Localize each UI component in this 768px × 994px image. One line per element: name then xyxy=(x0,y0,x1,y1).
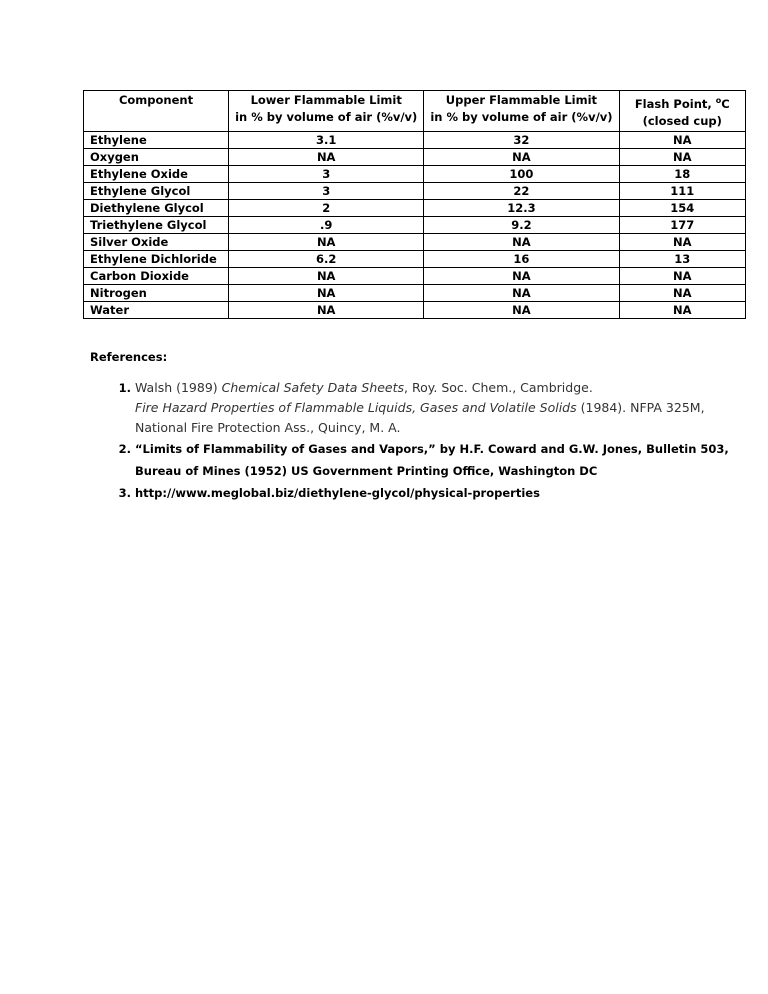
flash-point-cell: NA xyxy=(619,268,745,285)
lower-limit-cell: NA xyxy=(229,268,424,285)
lower-limit-cell: NA xyxy=(229,285,424,302)
header-upper-limit xyxy=(424,91,619,132)
lower-limit-cell: 3 xyxy=(229,183,424,200)
upper-limit-cell: NA xyxy=(424,149,619,166)
upper-limit-cell: 12.3 xyxy=(424,200,619,217)
table-row xyxy=(84,132,746,149)
upper-limit-cell: 22 xyxy=(424,183,619,200)
header-flash-line2: (closed cup) xyxy=(642,114,722,128)
ref1-italic-b: Fire Hazard Properties of Flammable Liquids, Gases and Volatile Solids xyxy=(135,400,577,415)
component-cell: Carbon Dioxide xyxy=(84,268,229,285)
upper-limit-cell: 32 xyxy=(424,132,619,149)
upper-limit-cell: NA xyxy=(424,302,619,319)
header-flash-text: Flash Point, xyxy=(634,97,716,111)
header-upper-line1: Upper Flammable Limit xyxy=(445,93,598,107)
component-cell: Nitrogen xyxy=(84,285,229,302)
component-cell: Water xyxy=(84,302,229,319)
ref1-part-b: , Roy. Soc. Chem., Cambridge. xyxy=(404,380,593,395)
component-cell: Ethylene xyxy=(84,132,229,149)
component-cell: Ethylene Dichloride xyxy=(84,251,229,268)
lower-limit-cell: NA xyxy=(229,234,424,251)
table-row xyxy=(84,166,746,183)
table-row xyxy=(84,217,746,234)
flash-point-cell: 18 xyxy=(619,166,745,183)
upper-limit-cell: 9.2 xyxy=(424,217,619,234)
flash-point-cell: NA xyxy=(619,132,745,149)
component-cell: Diethylene Glycol xyxy=(84,200,229,217)
table-header-row xyxy=(84,91,746,132)
reference-item-1 xyxy=(135,378,755,438)
reference-item-3: 3. http://www.meglobal.biz/diethylene-glycol/physical-properties xyxy=(135,482,755,504)
flash-point-cell: 13 xyxy=(619,251,745,268)
flash-point-cell: NA xyxy=(619,285,745,302)
component-cell: Ethylene Oxide xyxy=(84,166,229,183)
flash-point-cell: NA xyxy=(619,149,745,166)
component-cell: Ethylene Glycol xyxy=(84,183,229,200)
table-body xyxy=(84,132,746,319)
header-flash-point xyxy=(619,91,745,132)
lower-limit-cell: 3.1 xyxy=(229,132,424,149)
table-row xyxy=(84,234,746,251)
upper-limit-cell: NA xyxy=(424,285,619,302)
header-lower-limit xyxy=(229,91,424,132)
flash-point-cell: 177 xyxy=(619,217,745,234)
table-row xyxy=(84,302,746,319)
ref1-italic-a: Chemical Safety Data Sheets xyxy=(221,380,405,395)
upper-limit-cell: 16 xyxy=(424,251,619,268)
flammability-table xyxy=(83,90,746,319)
lower-limit-cell: NA xyxy=(229,302,424,319)
upper-limit-cell: NA xyxy=(424,268,619,285)
lower-limit-cell: 6.2 xyxy=(229,251,424,268)
flash-point-cell: NA xyxy=(619,302,745,319)
header-flash-degree: o xyxy=(715,96,722,105)
flash-point-cell: 154 xyxy=(619,200,745,217)
lower-limit-cell: NA xyxy=(229,149,424,166)
upper-limit-cell: NA xyxy=(424,234,619,251)
table-row xyxy=(84,268,746,285)
component-cell: Silver Oxide xyxy=(84,234,229,251)
table-row xyxy=(84,285,746,302)
header-flash-line1 xyxy=(626,92,739,113)
table-row xyxy=(84,149,746,166)
ref1-part-a: Walsh (1989) xyxy=(135,380,222,395)
header-component-label: Component xyxy=(118,93,194,107)
header-flash-unit: C xyxy=(721,97,730,111)
ref1-part-c: (1984). NFPA 325M, National Fire Protection Ass., Quincy, M. A. xyxy=(135,400,705,435)
table-row xyxy=(84,251,746,268)
header-lower-line2: in % by volume of air (%v/v) xyxy=(235,110,418,124)
lower-limit-cell: .9 xyxy=(229,217,424,234)
table-row xyxy=(84,183,746,200)
header-component xyxy=(84,91,229,132)
references-title: References: xyxy=(90,350,168,364)
reference-item-2: 2. “Limits of Flammability of Gases and Vapors,” by H.F. Coward and G.W. Jones, Bulletin 503, Bureau of Mines (1952) US Government Printing Office, Washington DC xyxy=(135,438,755,482)
lower-limit-cell: 2 xyxy=(229,200,424,217)
table-row xyxy=(84,200,746,217)
component-cell: Oxygen xyxy=(84,149,229,166)
lower-limit-cell: 3 xyxy=(229,166,424,183)
component-cell: Triethylene Glycol xyxy=(84,217,229,234)
references-list xyxy=(90,378,755,504)
flash-point-cell: NA xyxy=(619,234,745,251)
flash-point-cell: 111 xyxy=(619,183,745,200)
header-upper-line2: in % by volume of air (%v/v) xyxy=(430,110,613,124)
upper-limit-cell: 100 xyxy=(424,166,619,183)
header-lower-line1: Lower Flammable Limit xyxy=(250,93,402,107)
